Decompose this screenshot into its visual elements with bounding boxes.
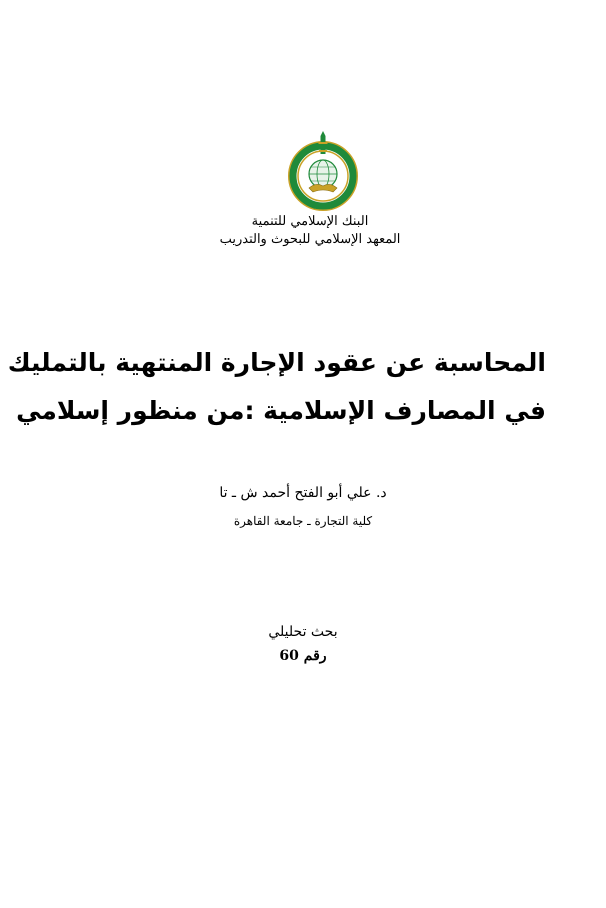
document-title-line-2: في المصارف الإسلامية :من منظور إسلامي xyxy=(16,396,546,425)
author-name: د. علي أبو الفتح أحمد ش ـ تا xyxy=(219,485,387,501)
publication-number: رقم 60 xyxy=(279,648,327,664)
publication-type: بحث تحليلي xyxy=(268,624,338,640)
islamic-development-bank-emblem-icon xyxy=(281,130,365,214)
author-affiliation: كلية التجارة ـ جامعة القاهرة xyxy=(233,514,373,528)
document-title-line-1: المحاسبة عن عقود الإجارة المنتهية بالتمليك xyxy=(7,348,546,377)
institute-name: المعهد الإسلامي للبحوث والتدريب xyxy=(219,232,401,247)
bank-name: البنك الإسلامي للتنمية xyxy=(251,214,369,229)
